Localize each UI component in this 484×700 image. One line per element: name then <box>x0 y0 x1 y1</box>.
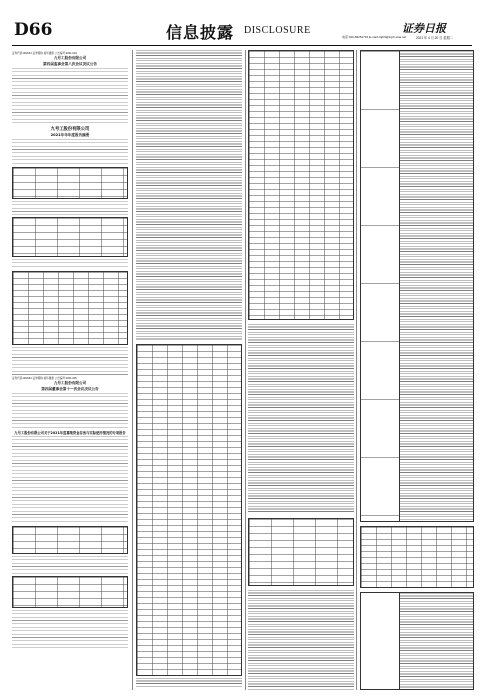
special-report-body <box>12 436 128 524</box>
announcement-company: 九号工股份有限公司 <box>53 56 87 60</box>
report-company: 九号工股份有限公司 <box>50 127 90 132</box>
data-table <box>360 526 474 588</box>
column-4 <box>360 50 474 690</box>
matter-table-content <box>400 593 473 689</box>
report-title: 2021年年年度报告摘要 <box>50 133 90 137</box>
special-report-body <box>12 610 128 650</box>
data-table <box>248 518 354 586</box>
special-report-table <box>12 526 128 554</box>
body-text <box>136 50 242 340</box>
announcement-company: 九号工股份有限公司 <box>53 381 87 385</box>
report-table <box>12 217 128 257</box>
announcement-title: 第四届监事会第八次会议决议公告 <box>43 62 97 66</box>
column-divider <box>245 50 246 690</box>
data-table <box>248 50 354 320</box>
report-body <box>12 139 128 165</box>
special-report-title: 九号工股份有限公司关于2021年度募集资金存放与实际使用情况的专项报告 <box>14 431 126 435</box>
matter-table <box>360 592 474 690</box>
column-divider <box>356 50 357 690</box>
issue-date: 2021 年 4 月 20 日 星期二 <box>416 36 453 40</box>
page-number: D66 <box>14 20 53 40</box>
matter-table-labels <box>361 593 400 689</box>
body-text <box>248 590 354 690</box>
matter-table-content <box>400 51 473 521</box>
announcement-code-line: 证券代码:002044 证券简称:美年健康 公告编号:2021-035 <box>12 377 77 380</box>
body-text <box>136 678 242 688</box>
special-report-body <box>12 556 128 574</box>
announcement-code-line: 证券代码:002044 证券简称:美年健康 公告编号:2021-034 <box>12 52 77 55</box>
report-body <box>12 259 128 269</box>
newspaper-logo: 证券日报 <box>402 22 446 35</box>
column-1 <box>12 50 128 690</box>
column-3 <box>248 50 354 690</box>
section-title: 信息披露 <box>166 23 235 42</box>
section-title-en: DISCLOSURE <box>244 25 311 36</box>
report-table <box>12 271 128 345</box>
matter-table <box>360 50 474 522</box>
masthead <box>8 20 476 44</box>
report-body <box>12 347 128 375</box>
announcement-body <box>12 393 128 429</box>
contact-line: 电话:010-83251716 E-mail:zqrb9@zqrb.sina.net <box>342 35 407 39</box>
masthead-rule <box>12 45 472 46</box>
column-2 <box>136 50 242 690</box>
report-table <box>12 167 128 199</box>
matter-table-labels <box>361 51 400 521</box>
column-divider <box>132 50 133 690</box>
body-text <box>248 324 354 514</box>
special-report-table <box>12 576 128 608</box>
report-body <box>12 201 128 215</box>
announcement-title: 第四届董事会第十一次会议决议公告 <box>41 387 99 391</box>
announcement-body <box>12 68 128 124</box>
data-table <box>136 344 242 676</box>
